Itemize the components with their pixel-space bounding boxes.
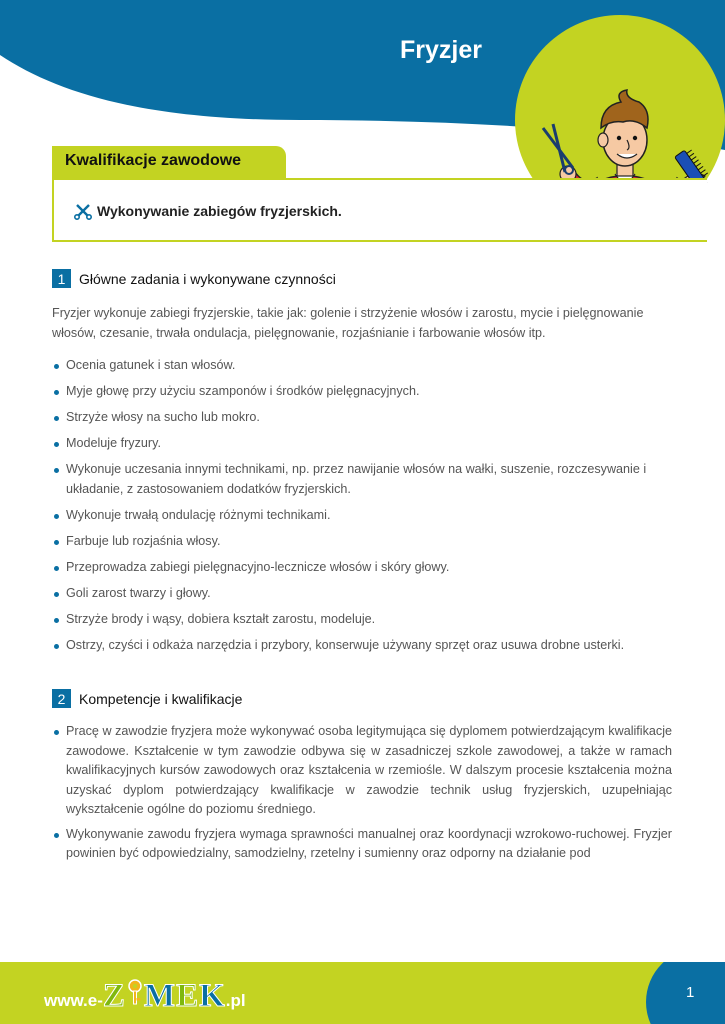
list-item: Wykonywanie zawodu fryzjera wymaga sprawności manualnej oraz koordynacji wzrokowo-ruchowej. Fryzjer powinien być odpowiedzialny, samodzielny, rzetelny i sumienny oraz odporny na działanie pod bbox=[52, 825, 672, 864]
list-item: Pracę w zawodzie fryzjera może wykonywać osoba legitymująca się dyplomem potwierdzającym kwalifikacje zawodowe. Kształcenie w tym zawodzie odbywa się w zasadniczej szkole zawodowej, a także w ramach kwalifikacyjnych kursów zawodowych oraz kształcenia w rzemiośle. W dalszym procesie kształcenia można uzyskać dyplom potwierdzający kwalifikacje w zawodzie technik usług fryzjerskich, uzupełniając wykształcenie ogólne do poziomu średniego. bbox=[52, 722, 672, 820]
footer-website-link[interactable] bbox=[44, 978, 246, 1015]
list-item: Farbuje lub rozjaśnia włosy. bbox=[52, 532, 674, 552]
qualifications-tab bbox=[52, 146, 286, 178]
url-prefix: www.e- bbox=[44, 991, 103, 1010]
key-icon bbox=[126, 978, 144, 1006]
qualification-item bbox=[74, 202, 342, 220]
list-item: Modeluje fryzury. bbox=[52, 434, 674, 454]
section-1-bullet-list bbox=[52, 356, 674, 662]
list-item: Wykonuje trwałą ondulację różnymi technikami. bbox=[52, 506, 674, 526]
qualification-item-text: Wykonywanie zabiegów fryzjerskich. bbox=[97, 203, 342, 219]
brand-letter-z: Z bbox=[102, 978, 126, 1014]
list-item: Myje głowę przy użyciu szamponów i środków pielęgnacyjnych. bbox=[52, 382, 674, 402]
brand-logo bbox=[103, 978, 226, 1015]
list-item: Strzyże brody i wąsy, dobiera kształt zarostu, modeluje. bbox=[52, 610, 674, 630]
brand-letter-k: K bbox=[199, 978, 226, 1014]
list-item: Przeprowadza zabiegi pielęgnacyjno-lecznicze włosów i skóry głowy. bbox=[52, 558, 674, 578]
page-title: Fryzjer bbox=[400, 36, 482, 64]
scissors-comb-icon bbox=[74, 202, 92, 220]
list-item: Strzyże włosy na sucho lub mokro. bbox=[52, 408, 674, 428]
section-title: Główne zadania i wykonywane czynności bbox=[79, 270, 336, 287]
page-number: 1 bbox=[686, 984, 695, 1001]
brand-letter-e: E bbox=[176, 978, 200, 1014]
list-item: Ocenia gatunek i stan włosów. bbox=[52, 356, 674, 376]
url-suffix: .pl bbox=[225, 991, 246, 1010]
list-item: Wykonuje uczesania innymi technikami, np. przez nawijanie włosów na wałki, suszenie, rozczesywanie i układanie, z zastosowaniem dodatków fryzjerskich. bbox=[52, 460, 674, 499]
list-item: Ostrzy, czyści i odkaża narzędzia i przybory, konserwuje używany sprzęt oraz usuwa drobne usterki. bbox=[52, 636, 674, 656]
section-2-header bbox=[52, 689, 242, 708]
list-item: Goli zarost twarzy i głowy. bbox=[52, 584, 674, 604]
qualifications-title: Kwalifikacje zawodowe bbox=[65, 152, 242, 169]
section-number: 1 bbox=[52, 269, 71, 288]
qualifications-box bbox=[52, 178, 707, 242]
section-number: 2 bbox=[52, 689, 71, 708]
section-title: Kompetencje i kwalifikacje bbox=[79, 690, 243, 707]
section-1-intro: Fryzjer wykonuje zabiegi fryzjerskie, takie jak: golenie i strzyżenie włosów i zarostu, mycie i pielęgnowanie włosów, czesanie, trwała ondulacja, pielęgnowanie, rozjaśnianie i farbowanie włosów itp. bbox=[52, 306, 644, 340]
section-1-header bbox=[52, 269, 336, 288]
section-2-bullet-list bbox=[52, 722, 672, 869]
brand-letter-m: M bbox=[143, 978, 177, 1014]
